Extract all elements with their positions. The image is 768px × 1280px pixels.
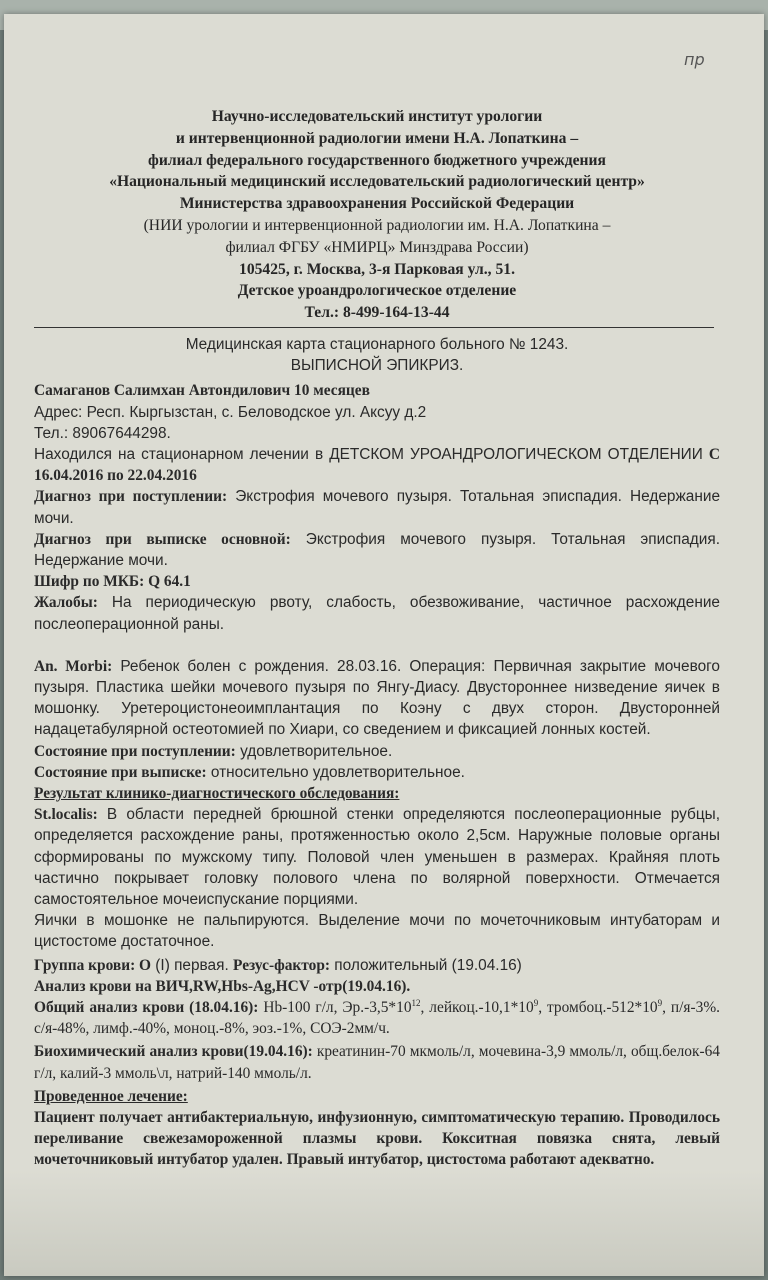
state-discharge-value: относительно удовлетворительное. — [206, 763, 465, 781]
state-discharge-label: Состояние при выписке: — [34, 763, 207, 781]
diagnosis-discharge-label: Диагноз при выписке основной: — [34, 530, 291, 548]
patient-address: Адрес: Респ. Кыргызстан, с. Беловодское ул. Аксуу д.2 — [34, 403, 427, 421]
paper-shadow — [4, 1170, 764, 1276]
complaints-label: Жалобы: — [34, 594, 98, 612]
status-localis-label: St.localis: — [34, 806, 98, 824]
state-discharge — [34, 762, 720, 783]
diagnosis-discharge — [34, 529, 720, 571]
hiv-test: Анализ крови на ВИЧ,RW,Hbs-Ag,HCV -отр(19.04.16). — [34, 977, 411, 995]
status-localis-value: В области передней брюшной стенки определяются послеоперационные рубцы, определяется расхождение раны, протяженностью около 2,5см. Наружные половые органы сформированы по мужскому типу. Половой член уменьшен в размерах. Крайняя плоть частично покрывает головку полового члена по волярной поверхности. Отмечается самостоятельное мочеиспускание порциями. — [34, 806, 720, 909]
complaints-value: На периодическую рвоту, слабость, обезвоживание, частичное расхождение послеоперационной раны. — [34, 594, 720, 633]
header-line: «Национальный медицинский исследовательский радиологический центр» — [109, 173, 645, 191]
cbc-exponent: 9 — [533, 997, 539, 1008]
header-line: Научно-исследовательский институт урологии — [211, 108, 543, 125]
diagnosis-discharge-value: Экстрофия мочевого пузыря. Тотальная эписпадия. Недержание мочи. — [34, 530, 720, 569]
patient-name: Самаганов Салимхан Автондилович 10 месяцев — [34, 382, 370, 400]
cbc-exponent: 12 — [411, 997, 421, 1008]
header-line: (НИИ урологии и интервенционной радиологии им. Н.А. Лопаткина – — [143, 216, 611, 234]
rh-factor-value: положительный (19.04.16) — [330, 956, 522, 974]
cbc-label: Общий анализ крови (18.04.16): — [34, 999, 259, 1017]
header-department: Детское уроандрологическое отделение — [237, 282, 517, 300]
document-title: ВЫПИСНОЙ ЭПИКРИЗ. — [290, 357, 464, 375]
complete-blood-count — [34, 997, 720, 1039]
biochemistry — [34, 1041, 720, 1083]
status-localis — [34, 804, 720, 910]
blood-group-value: (I) первая. — [151, 956, 233, 974]
status-localis-continued: Яички в мошонке не пальпируются. Выделение мочи по мочеточниковым интубаторам и цистостоме достаточное. — [34, 912, 720, 951]
header-line: филиал федерального государственного бюджетного учреждения — [148, 151, 606, 169]
cbc-value-1: Нb-100 г/л, Эр.-3,5*10 — [258, 999, 412, 1017]
cbc-value-4: , п/я-3%. с/я-48%, лимф.-40%, моноц.-8%, эоз.-1%, СОЭ-2мм/ч. — [34, 999, 720, 1038]
anamnesis-value: Ребенок болен с рождения. 28.03.16. Операция: Первичная закрытие мочевого пузыря. Пластика шейки мочевого пузыря по Янгу-Диасу. Двустороннее низведение яичек в мошонку. Уретероцистонеоимплантация по Коэну с двух сторон. Двусторонней надацетабулярной остеотомией по Хиари, со сведением и фиксацией лонных костей. — [34, 657, 720, 739]
blood-group — [34, 955, 720, 976]
card-title: Медицинская карта стационарного больного № 1243. — [185, 335, 569, 353]
header-line: Министерства здравоохранения Российской Федерации — [179, 195, 575, 213]
state-admission-value: удовлетворительное. — [235, 742, 393, 760]
biochem-label: Биохимический анализ крови(19.04.16): — [34, 1043, 313, 1061]
blood-group-label: Группа крови: О — [34, 956, 152, 974]
cbc-value-3: , тромбоц.-512*10 — [538, 999, 658, 1017]
rh-factor-label: Резус-фактор: — [233, 956, 331, 974]
state-admission-label: Состояние при поступлении: — [34, 742, 236, 760]
biochem-value: креатинин-70 мкмоль/л, мочевина-3,9 ммоль/л, общ.белок-64 г/л, калий-3 ммоль\л, натрий-140 ммоль/л. — [34, 1043, 720, 1082]
treatment-text: Пациент получает антибактериальную, инфузионную, симптоматическую терапию. Проводилось переливание свежезамороженной плазмы крови. Кокситная повязка снята, левый мочеточниковый интубатор удален. Правый интубатор, цистостома работают адекватно. — [34, 1109, 720, 1169]
results-heading: Результат клинико-диагностического обследования: — [34, 785, 400, 803]
header-phone: Тел.: 8-499-164-13-44 — [304, 304, 450, 322]
header-line: и интервенционной радиологии имени Н.А. Лопаткина – — [175, 129, 579, 147]
stay-text: Находился на стационарном лечении в ДЕТСКОМ УРОАНДРОЛОГИЧЕСКОМ — [34, 445, 602, 463]
spacer — [34, 635, 720, 656]
complaints — [34, 592, 720, 634]
patient-phone: Тел.: 89067644298. — [34, 424, 171, 442]
cbc-exponent: 9 — [657, 997, 663, 1008]
stay-dates: С 16.04.2016 по 22.04.2016 — [34, 445, 720, 485]
treatment-heading: Проведенное лечение: — [34, 1087, 188, 1105]
discharge-document — [34, 106, 720, 1171]
stay-department: ОТДЕЛЕНИИ — [607, 445, 703, 463]
header-address: 105425, г. Москва, 3-я Парковая ул., 51. — [239, 260, 515, 278]
diagnosis-admission — [34, 486, 720, 528]
stay-info — [34, 444, 720, 486]
anamnesis-morbi — [34, 656, 720, 741]
diagnosis-admission-label: Диагноз при поступлении: — [34, 488, 228, 506]
handwritten-corner-mark: пр — [684, 50, 705, 69]
cbc-value-2: , лейкоц.-10,1*10 — [420, 999, 534, 1017]
diagnosis-admission-value: Экстрофия мочевого пузыря. Тотальная эписпадия. Недержание мочи. — [34, 488, 721, 527]
header-line: филиал ФГБУ «НМИРЦ» Минздрава России) — [225, 238, 529, 256]
anamnesis-label: An. Morbi: — [34, 657, 113, 675]
institution-header — [34, 106, 720, 324]
icd-code: Шифр по МКБ: Q 64.1 — [34, 573, 191, 591]
header-divider — [34, 327, 714, 328]
state-admission — [34, 741, 720, 762]
